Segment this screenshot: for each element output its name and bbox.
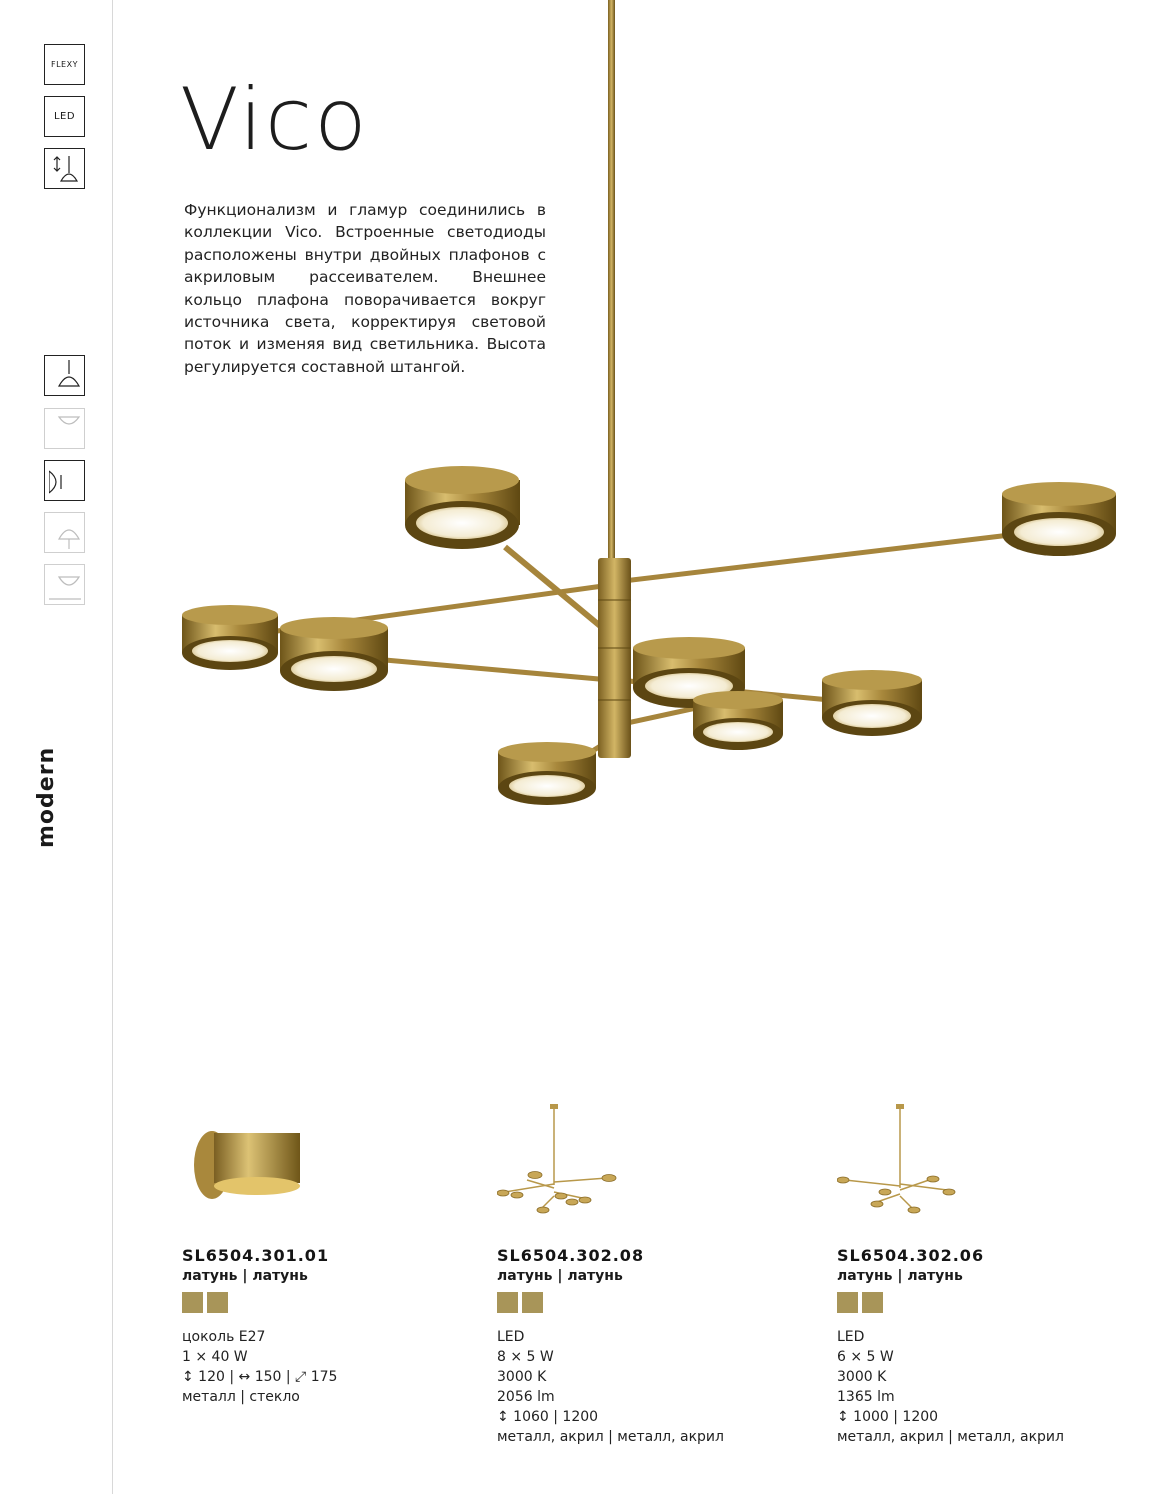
spec-line: ↕ 120 | ↔ 150 | ⤢ 175 <box>182 1369 338 1385</box>
finish-swatch <box>182 1292 203 1313</box>
product-finish: латунь | латунь <box>837 1268 963 1284</box>
sidebar-divider <box>112 0 113 1494</box>
spec-line: 3000 K <box>837 1369 887 1385</box>
spec-line: металл, акрил | металл, акрил <box>837 1429 1064 1445</box>
collection-style-label: modern <box>34 746 59 848</box>
chandelier-6-thumbnail <box>837 1100 977 1220</box>
spec-line: 1365 lm <box>837 1389 895 1405</box>
wall-mount-icon <box>44 460 85 501</box>
product-card <box>182 1100 482 1407</box>
finish-swatch <box>497 1292 518 1313</box>
spec-line: металл | стекло <box>182 1389 300 1405</box>
chandelier-8-thumbnail <box>497 1100 637 1220</box>
product-finish: латунь | латунь <box>497 1268 623 1284</box>
finish-swatches <box>497 1292 797 1313</box>
spec-line: LED <box>837 1329 865 1345</box>
ceiling-mount-icon <box>44 408 85 449</box>
flexy-badge <box>44 44 85 85</box>
chandelier-hero-image <box>170 0 1130 820</box>
collection-description: Функционализм и гламур соединились в коллекции Vico. Встроенные светодиоды расположены внутри двойных плафонов с акриловым рассеивателем. Внешнее кольцо плафона поворачивается вокруг источника света, корректируя световой поток и изменяя вид светильника. Высота регулируется составной штангой. <box>184 201 546 376</box>
spec-line: 2056 lm <box>497 1389 555 1405</box>
finish-swatches <box>837 1292 1137 1313</box>
spec-line: металл, акрил | металл, акрил <box>497 1429 724 1445</box>
pendant-mount-icon <box>44 355 85 396</box>
spec-line: LED <box>497 1329 525 1345</box>
product-finish: латунь | латунь <box>182 1268 308 1284</box>
spec-line: цоколь E27 <box>182 1329 266 1345</box>
spec-line: 3000 K <box>497 1369 547 1385</box>
product-specs <box>837 1327 1137 1447</box>
adjustable-height-icon <box>44 148 85 189</box>
finish-swatch <box>522 1292 543 1313</box>
led-badge-label: LED <box>53 111 76 122</box>
finish-swatch <box>837 1292 858 1313</box>
spec-line: ↕ 1060 | 1200 <box>497 1409 599 1425</box>
flexy-badge-label: FLEXY <box>51 60 78 69</box>
product-specs <box>182 1327 482 1407</box>
spec-line: 8 × 5 W <box>497 1349 554 1365</box>
product-code: SL6504.301.01 <box>182 1246 330 1265</box>
product-card <box>497 1100 797 1447</box>
wall-lamp-thumbnail <box>182 1100 322 1220</box>
spec-line: ↕ 1000 | 1200 <box>837 1409 939 1425</box>
finish-swatches <box>182 1292 482 1313</box>
product-code: SL6504.302.06 <box>837 1246 985 1265</box>
table-lamp-icon <box>44 512 85 553</box>
finish-swatch <box>207 1292 228 1313</box>
led-badge <box>44 96 85 137</box>
product-card <box>837 1100 1137 1447</box>
spec-line: 1 × 40 W <box>182 1349 248 1365</box>
product-code: SL6504.302.08 <box>497 1246 645 1265</box>
spec-line: 6 × 5 W <box>837 1349 894 1365</box>
finish-swatch <box>862 1292 883 1313</box>
page-title: Vico <box>180 70 369 170</box>
product-specs <box>497 1327 797 1447</box>
floor-lamp-icon <box>44 564 85 605</box>
